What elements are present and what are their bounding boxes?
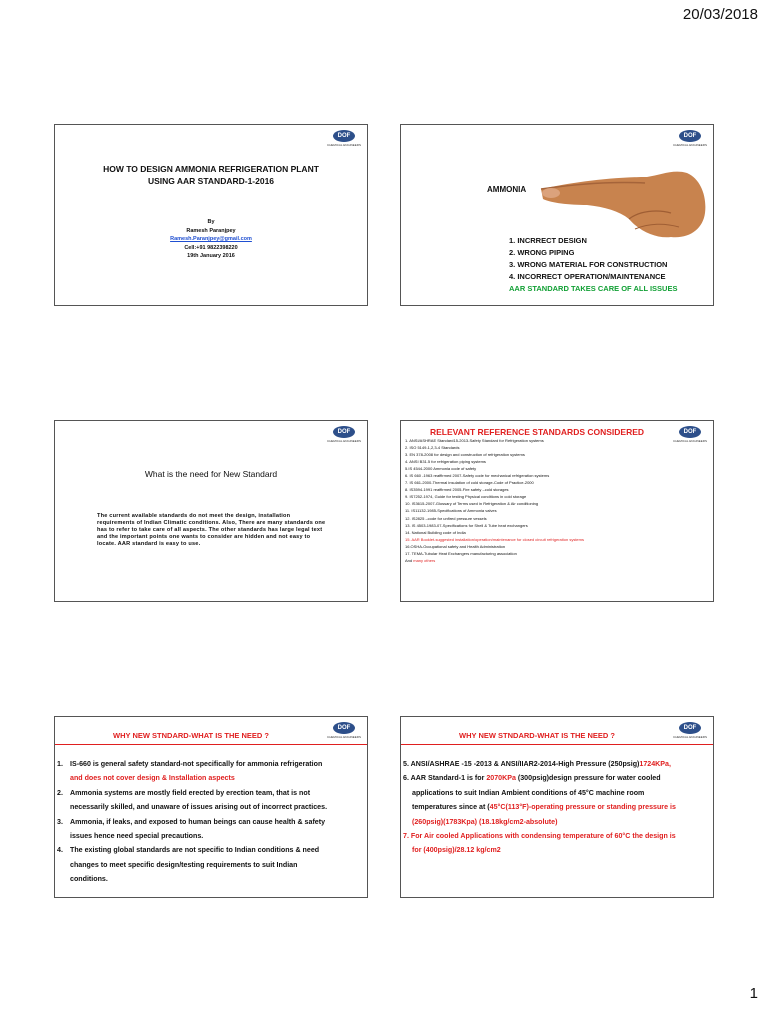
list-item: 3. EN 378-2008 for design and construction of refrigeration systems xyxy=(405,452,525,458)
list-item: 3. Ammonia, if leaks, and exposed to human beings can cause health & safety issues hence need special precautions. xyxy=(57,817,326,841)
presentation-date: 19th January 2016 xyxy=(187,253,235,259)
list-item: 1. ANSI/ASHRAE Standard15-2013-Safety Standard for Refrigeration systems xyxy=(405,438,544,443)
list-item: 8. IS3594-1991 reaffirmed 2005-Fire safety –cold storages xyxy=(405,487,509,493)
list-item: 5.IS 4544-2000 Ammonia code of safety xyxy=(405,466,477,472)
list-item: And many others xyxy=(405,557,436,563)
list-item: 14. National Building code of India xyxy=(405,529,466,535)
list-item: 13. IS 4503-1983-07-Specifications for Shell & Tube heat exchangers xyxy=(405,522,528,528)
slide-heading: What is the need for New Standard xyxy=(144,469,278,479)
page-number: 1 xyxy=(749,985,758,1002)
pressure-points-list: 5. ANSI/ASHRAE -15 -2013 & ANSI/IIAR2-2014-High Pressure (250psig)1724KPa, 6. AAR Standard-1 is for 2070KPa (300psig)design pressure for water cooled applications to suit Indian Ambient conditions of 45°C machine room temperatures since at (45°C(113°F)-operating pressure or standing pressure is (260psig)(1783Kpa) (18.18kg/cm2-absolute) 7. For Air cooled Applications with condensing temperature of 60°C the design is for (400psig)/28.12 kg/cm2 xyxy=(403,757,709,858)
list-item: 5. ANSI/ASHRAE -15 -2013 & ANSI/IIAR2-2014-High Pressure (250psig)1724KPa, xyxy=(403,760,671,768)
slide-why-new-standard-1 xyxy=(54,716,368,898)
company-logo: DOF CHEMICAL ENGINEERS xyxy=(673,722,707,742)
list-item: 2. WRONG PIPING xyxy=(509,248,575,257)
company-logo: DOF CHEMICAL ENGINEERS xyxy=(673,130,707,150)
presentation-title: HOW TO DESIGN AMMONIA REFRIGERATION PLANT USING AAR STANDARD-1-2016 xyxy=(103,164,319,186)
list-item: 4. The existing global standards are not specific to Indian conditions & need changes to meet specific design/testing requirements to suit Indian conditions. xyxy=(57,846,320,884)
list-item: 1. INCRRECT DESIGN xyxy=(509,236,587,245)
author-email-link[interactable]: Ramesh.Paranjpey@gmail.com xyxy=(170,236,252,242)
list-item: 1. IS-660 is general safety standard-not specifically for ammonia refrigeration and does not cover design & Installation aspects xyxy=(57,760,323,783)
list-item: 11. IS11132-1985-Specifications of Ammonia valves xyxy=(405,508,497,514)
title-divider xyxy=(55,744,367,745)
list-item: 10. IS3615-2007-Glossary of Terms used in Refrigeration & Air conditioning xyxy=(405,501,539,507)
list-item: 6. AAR Standard-1 is for 2070KPa (300psig)design pressure for water cooled xyxy=(403,774,661,783)
list-item: 6. IS 660 -1963 reaffirmed 2007-Safety code for mechanical refrigeration systems xyxy=(405,473,550,479)
reasons-list xyxy=(55,757,363,887)
aar-highlight: AAR STANDARD TAKES CARE OF ALL ISSUES xyxy=(509,284,678,293)
slide-issues xyxy=(400,124,714,306)
list-item: 3. WRONG MATERIAL FOR CONSTRUCTION xyxy=(509,260,668,269)
slide-title xyxy=(54,124,368,306)
company-logo: DOF CHEMICAL ENGINEERS xyxy=(673,426,707,446)
list-item: 17. TEMA-Tubular Heat Exchangers manufacturing association xyxy=(405,550,517,556)
list-item: 9. IS7252-1974, Guide for testing Physical conditions in cold storage xyxy=(405,494,527,500)
slide-reference-standards xyxy=(400,420,714,602)
ammonia-label: AMMONIA xyxy=(487,185,527,194)
list-item: 16.OSHA-Occupational safety and Health Administration xyxy=(405,543,506,549)
pointing-hand-image xyxy=(539,147,709,242)
list-item: 15. AAR Booklet-suggested installation/operation/maintenance for closed circuit refrigeration systems xyxy=(405,536,584,542)
list-item: 12. IS2825 –code for unfired pressure vessels xyxy=(405,515,487,521)
author-name: Ramesh Paranjpey xyxy=(186,227,236,234)
title-divider xyxy=(401,744,713,745)
standards-list xyxy=(405,437,707,564)
list-item: 7. IS 661-2000-Thermal insulation of cold storage-Code of Practice-2000 xyxy=(405,480,534,486)
slide-why-new-standard-2 xyxy=(400,716,714,898)
list-item: 2. Ammonia systems are mostly field erected by erection team, that is not necessarily skilled, and unaware of issues arising out of incorrect practices. xyxy=(57,788,328,812)
slide-heading: WHY NEW STNDARD-WHAT IS THE NEED ? xyxy=(459,731,615,740)
company-logo: DOF CHEMICAL ENGINEERS xyxy=(327,130,361,150)
slide-need xyxy=(54,420,368,602)
company-logo: DOF CHEMICAL ENGINEERS xyxy=(327,722,361,742)
list-item: 7. For Air cooled Applications with condensing temperature of 60°C the design is xyxy=(403,832,676,841)
page-date: 20/03/2018 xyxy=(682,6,758,23)
issues-list xyxy=(509,235,677,295)
author-phone: Cell:+91 9822398220 xyxy=(184,244,238,251)
slide-body-text: The current available standards do not meet the design, installation requirements of Indian Climatic conditions. Also, There are many standards one has to refer to take care of all aspects. The other standards has large legal text and the important points one wants to consider are hidden and not easy to locate. AAR standard is easy to use. xyxy=(97,513,326,547)
list-item: 4. ANSI B31.5 for refrigeration piping systems xyxy=(405,459,486,465)
list-item: 2. ISO 5149-1,2,3-4 Standards xyxy=(405,445,460,451)
author-block: By Ramesh Paranjpey Ramesh.Paranjpey@gmail.com Cell:+91 9822398220 19th January 2016 xyxy=(55,218,367,261)
list-item: 4. INCORRECT OPERATION/MAINTENANCE xyxy=(509,272,666,281)
slide-heading: WHY NEW STNDARD-WHAT IS THE NEED ? xyxy=(113,731,269,740)
company-logo: DOF CHEMICAL ENGINEERS xyxy=(327,426,361,446)
slide-heading: RELEVANT REFERENCE STANDARDS CONSIDERED xyxy=(429,427,645,437)
